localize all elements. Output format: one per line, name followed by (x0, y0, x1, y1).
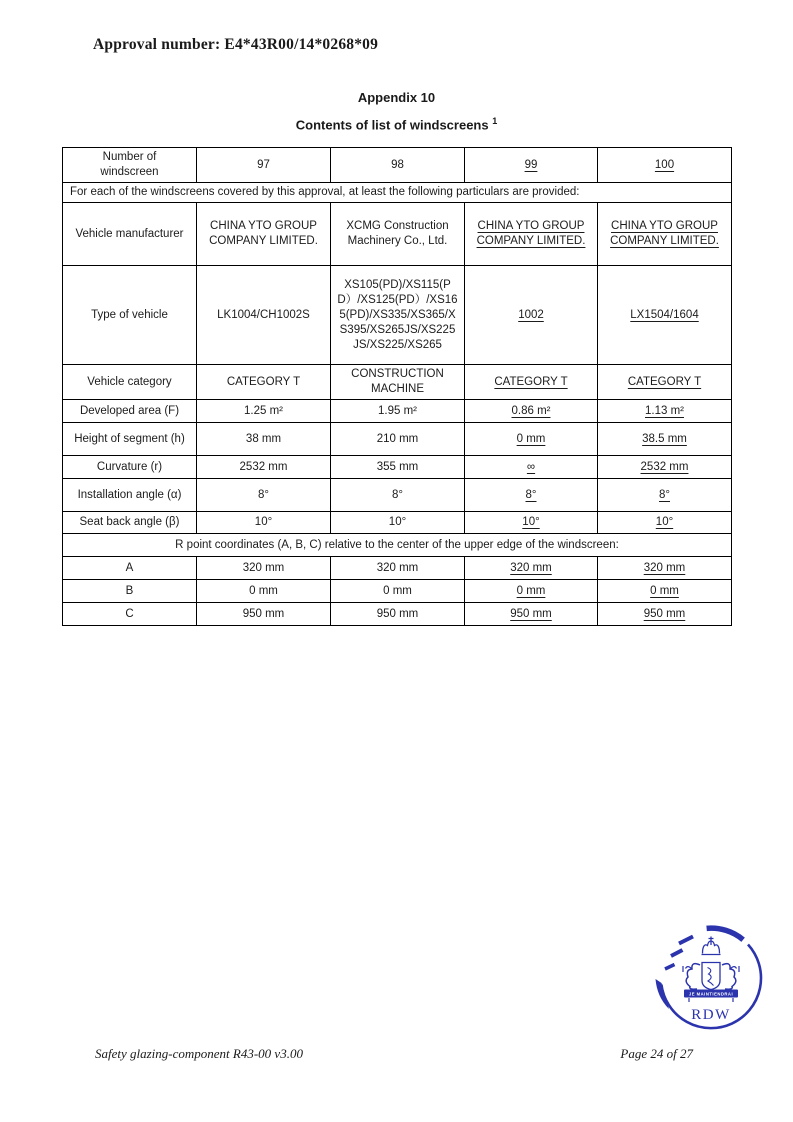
cell-value: 0 mm (331, 580, 465, 603)
row-label: Type of vehicle (63, 266, 197, 365)
cell-value: CATEGORY T (465, 365, 598, 400)
cell-value: 8° (465, 479, 598, 512)
cell-value: LX1504/1604 (598, 266, 732, 365)
cell-value: ∞ (465, 456, 598, 479)
cell-value: CATEGORY T (598, 365, 732, 400)
windscreen-number-97: 97 (197, 148, 331, 183)
footer-page-number: Page 24 of 27 (620, 1046, 693, 1061)
table-row-segment-height (63, 423, 732, 456)
note-text: For each of the windscreens covered by this approval, at least the following particulars are provided: (63, 183, 732, 203)
table-row-number (63, 148, 732, 183)
cell-value: 320 mm (331, 557, 465, 580)
cell-value: 320 mm (197, 557, 331, 580)
cell-value: 10° (598, 512, 732, 534)
windscreen-table (62, 147, 732, 626)
stamp-motto-text: JE MAINTIENDRAI (688, 991, 734, 997)
rdw-stamp-icon (648, 923, 768, 1038)
cell-value: 0 mm (465, 423, 598, 456)
cell-value: 1.95 m² (331, 400, 465, 423)
row-label: B (63, 580, 197, 603)
stamp-organization-text: RDW (691, 1007, 731, 1023)
cell-value: XCMG Construction Machinery Co., Ltd. (331, 203, 465, 266)
row-label: Vehicle manufacturer (63, 203, 197, 266)
table-row-manufacturer (63, 203, 732, 266)
cell-value: 2532 mm (598, 456, 732, 479)
cell-value: 10° (331, 512, 465, 534)
cell-value: 0.86 m² (465, 400, 598, 423)
row-label: Height of segment (h) (63, 423, 197, 456)
title-block (0, 90, 793, 132)
table-row-note (63, 183, 732, 203)
cell-value: 950 mm (197, 603, 331, 626)
footer-document-version: Safety glazing-component R43-00 v3.00 (95, 1046, 303, 1061)
windscreen-number-99: 99 (465, 148, 598, 183)
cell-value: 950 mm (465, 603, 598, 626)
contents-title-text: Contents of list of windscreens (295, 117, 489, 133)
cell-value: 950 mm (331, 603, 465, 626)
cell-value: 1.25 m² (197, 400, 331, 423)
appendix-title: Appendix 10 (357, 90, 436, 105)
cell-value: 10° (465, 512, 598, 534)
cell-value: 38.5 mm (598, 423, 732, 456)
row-label: Number of windscreen (63, 148, 197, 183)
rpoint-note-text: R point coordinates (A, B, C) relative to the center of the upper edge of the windscreen: (63, 534, 732, 557)
cell-value: CHINA YTO GROUP COMPANY LIMITED. (598, 203, 732, 266)
cell-value: CATEGORY T (197, 365, 331, 400)
cell-value: CHINA YTO GROUP COMPANY LIMITED. (465, 203, 598, 266)
table-row-rpoint-note (63, 534, 732, 557)
cell-value: 38 mm (197, 423, 331, 456)
windscreen-number-100: 100 (598, 148, 732, 183)
footnote-marker: 1 (492, 116, 498, 126)
cell-value: 8° (598, 479, 732, 512)
table-row-developed-area (63, 400, 732, 423)
table-row-seat-back-angle (63, 512, 732, 534)
cell-value: 8° (331, 479, 465, 512)
row-label: Vehicle category (63, 365, 197, 400)
cell-value: XS105(PD)/XS115(PD）/XS125(PD）/XS165(PD)/XS335/XS365/XS395/XS265JS/XS225JS/XS225/XS265 (331, 266, 465, 365)
cell-value: 0 mm (465, 580, 598, 603)
cell-value: 1002 (465, 266, 598, 365)
cell-value: 10° (197, 512, 331, 534)
row-label: Developed area (F) (63, 400, 197, 423)
cell-value: 2532 mm (197, 456, 331, 479)
table-row-coord-a (63, 557, 732, 580)
table-row-category (63, 365, 732, 400)
cell-value: 0 mm (197, 580, 331, 603)
row-label: C (63, 603, 197, 626)
cell-value: 950 mm (598, 603, 732, 626)
cell-value: 8° (197, 479, 331, 512)
cell-value: 320 mm (598, 557, 732, 580)
cell-value: 320 mm (465, 557, 598, 580)
row-label: Seat back angle (β) (63, 512, 197, 534)
table-row-coord-c (63, 603, 732, 626)
row-label: Curvature (r) (63, 456, 197, 479)
cell-value: 1.13 m² (598, 400, 732, 423)
cell-value: 210 mm (331, 423, 465, 456)
cell-value: CONSTRUCTION MACHINE (331, 365, 465, 400)
table-row-coord-b (63, 580, 732, 603)
approval-number: Approval number: E4*43R00/14*0268*09 (93, 36, 379, 53)
cell-value: CHINA YTO GROUP COMPANY LIMITED. (197, 203, 331, 266)
table-row-installation-angle (63, 479, 732, 512)
cell-value: 355 mm (331, 456, 465, 479)
cell-value: 0 mm (598, 580, 732, 603)
table-row-curvature (63, 456, 732, 479)
windscreen-number-98: 98 (331, 148, 465, 183)
row-label: Installation angle (α) (63, 479, 197, 512)
rdw-stamp (648, 923, 768, 1038)
contents-title (0, 116, 793, 132)
table-row-vehicle-type (63, 266, 732, 365)
row-label: A (63, 557, 197, 580)
cell-value: LK1004/CH1002S (197, 266, 331, 365)
